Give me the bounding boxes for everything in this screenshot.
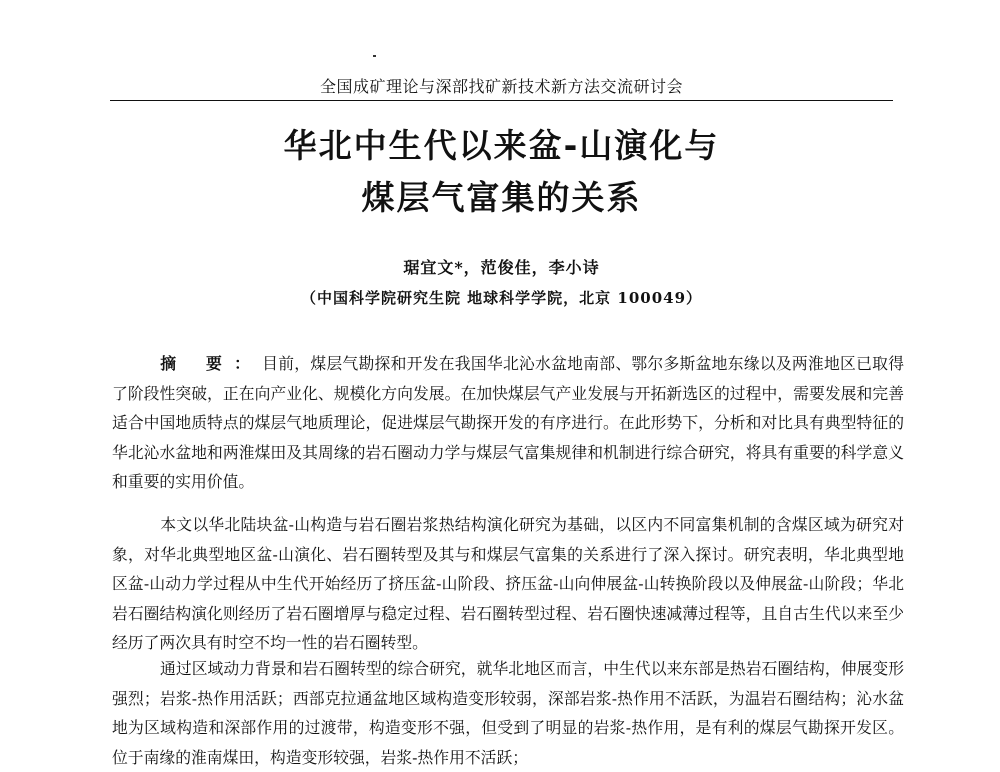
- paper-title-line-1: 华北中生代以来盆-山演化与: [283, 126, 720, 165]
- abstract-paragraph: [112, 349, 904, 497]
- header-rule: [110, 100, 893, 101]
- abstract-text: 目前，煤层气勘探和开发在我国华北沁水盆地南部、鄂尔多斯盆地东缘以及两淮地区已取得了阶段性突破，正在向产业化、规模化方向发展。在加快煤层气产业发展与开拓新选区的过程中，需要发展和完善适合中国地质特点的煤层气地质理论，促进煤层气勘探开发的有序进行。在此形势下，分析和对比具有典型特征的华北沁水盆地和两淮煤田及其周缘的岩石圈动力学与煤层气富集规律和机制进行综合研究，将具有重要的科学意义和重要的实用价值。: [112, 354, 904, 491]
- abstract-label: 摘 要：: [160, 354, 263, 373]
- affiliation: （中国科学院研究生院 地球科学学院，北京 100049）: [300, 289, 703, 307]
- scan-speck: [373, 55, 376, 57]
- author-list: 琚宜文*，范俊佳，李小诗: [403, 258, 600, 277]
- body-paragraph-1: [112, 510, 904, 658]
- paper-title-line-2: 煤层气富集的关系: [361, 178, 642, 217]
- body-paragraph-2-text: 通过区域动力背景和岩石圈转型的综合研究，就华北地区而言，中生代以来东部是热岩石圈结构，伸展变形强烈；岩浆-热作用活跃；西部克拉通盆地区域构造变形较弱，深部岩浆-热作用不活跃，为温岩石圈结构；沁水盆地为区域构造和深部作用的过渡带，构造变形不强，但受到了明显的岩浆-热作用，是有利的煤层气勘探开发区。位于南缘的淮南煤田，构造变形较强，岩浆-热作用不活跃；: [112, 659, 904, 767]
- running-header: 全国成矿理论与深部找矿新技术新方法交流研讨会: [319, 77, 683, 96]
- body-paragraph-1-text: 本文以华北陆块盆-山构造与岩石圈岩浆热结构演化研究为基础，以区内不同富集机制的含煤区域为研究对象，对华北典型地区盆-山演化、岩石圈转型及其与和煤层气富集的关系进行了深入探讨。研究表明，华北典型地区盆-山动力学过程从中生代开始经历了挤压盆-山阶段、挤压盆-山向伸展盆-山转换阶段以及伸展盆-山阶段；华北岩石圈结构演化则经历了岩石圈增厚与稳定过程、岩石圈转型过程、岩石圈快速减薄过程等，且自古生代以来至少经历了两次具有时空不均一性的岩石圈转型。: [112, 515, 904, 652]
- body-paragraph-2: [112, 654, 904, 772]
